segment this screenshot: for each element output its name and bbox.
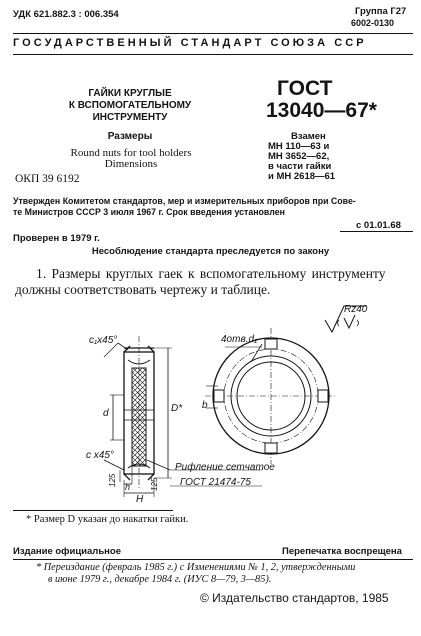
- approval-line-2: те Министров СССР 3 июля 1967 г. Срок введения установлен: [13, 207, 285, 217]
- gost-label: ГОСТ: [277, 77, 333, 100]
- approval-line-1: Утвержден Комитетом стандартов, мер и измерительных приборов при Сове-: [13, 196, 356, 206]
- replace-line-2: МН 3652—62,: [268, 151, 330, 162]
- gost-number: 13040—67*: [266, 99, 377, 122]
- title-line-2: К ВСПОМОГАТЕЛЬНОМУ: [68, 100, 192, 111]
- dimension-H: H: [136, 494, 144, 505]
- dimension-125-left: 125: [108, 473, 117, 487]
- holes-label: 4отв.d₁: [221, 334, 258, 345]
- title-english-1: Round nuts for tool holders: [70, 147, 192, 159]
- dimension-b: b: [202, 400, 208, 411]
- okp-code: ОКП 39 6192: [15, 173, 80, 185]
- footer-rule: [13, 559, 413, 560]
- replace-line-3: в части гайки: [268, 161, 332, 172]
- chamfer-top-label: c₁x45°: [89, 335, 118, 346]
- reprint-prohibited: Перепечатка воспрещена: [282, 546, 402, 557]
- copyright: © Издательство стандартов, 1985: [200, 591, 389, 605]
- section-1-line-1: 1. Размеры круглых гаек к вспомогательному инструменту: [36, 266, 386, 281]
- classification-code: 6002-0130: [351, 18, 395, 28]
- title-subtitle: Размеры: [107, 131, 153, 142]
- section-1-line-2: должны соответствовать чертежу и таблице.: [15, 282, 271, 297]
- effective-date: с 01.01.68: [356, 220, 401, 231]
- official-edition: Издание официальное: [13, 546, 121, 557]
- reissue-line-1: * Переиздание (февраль 1985 г.) с Изменениями № 1, 2, утвержденными: [36, 562, 356, 573]
- title-line-1: ГАЙКИ КРУГЛЫЕ: [88, 88, 172, 99]
- footnote: * Размер D указан до накатки гайки.: [26, 514, 189, 525]
- reissue-line-2: в июне 1979 г., декабре 1984 г. (ИУС 8—79, 3—85).: [48, 574, 272, 585]
- replace-line-1: МН 110—63 и: [268, 141, 330, 152]
- dimension-h: h: [125, 482, 131, 492]
- chamfer-bottom-label: c x45°: [86, 450, 114, 461]
- title-line-3: ИНСТРУМЕНТУ: [92, 112, 168, 123]
- checked-note: Проверен в 1979 г.: [13, 233, 100, 244]
- enforcement-warning: Несоблюдение стандарта преследуется по закону: [91, 246, 330, 257]
- title-english-2: Dimensions: [104, 158, 158, 170]
- top-rule: [13, 33, 413, 34]
- group-label: Группа Г27: [355, 6, 407, 17]
- nut-front-view: [205, 328, 337, 464]
- dimension-D: D*: [171, 403, 183, 414]
- dimension-125-right: 125: [150, 477, 159, 491]
- state-standard-banner: ГОСУДАРСТВЕННЫЙ СТАНДАРТ СОЮЗА ССР: [13, 37, 367, 49]
- dimension-d: d: [103, 408, 109, 419]
- roughness-label: Rz40: [344, 304, 368, 315]
- udk-code: УДК 621.882.3 : 006.354: [13, 9, 119, 20]
- date-rule: [340, 231, 413, 232]
- footnote-rule: [13, 510, 173, 511]
- replace-label: Взамен: [291, 131, 326, 142]
- replace-line-4: и МН 2618—61: [268, 171, 336, 182]
- knurl-label: Рифление сетчатое: [175, 462, 275, 473]
- knurl-standard: ГОСТ 21474-75: [180, 477, 251, 488]
- banner-rule: [13, 54, 413, 55]
